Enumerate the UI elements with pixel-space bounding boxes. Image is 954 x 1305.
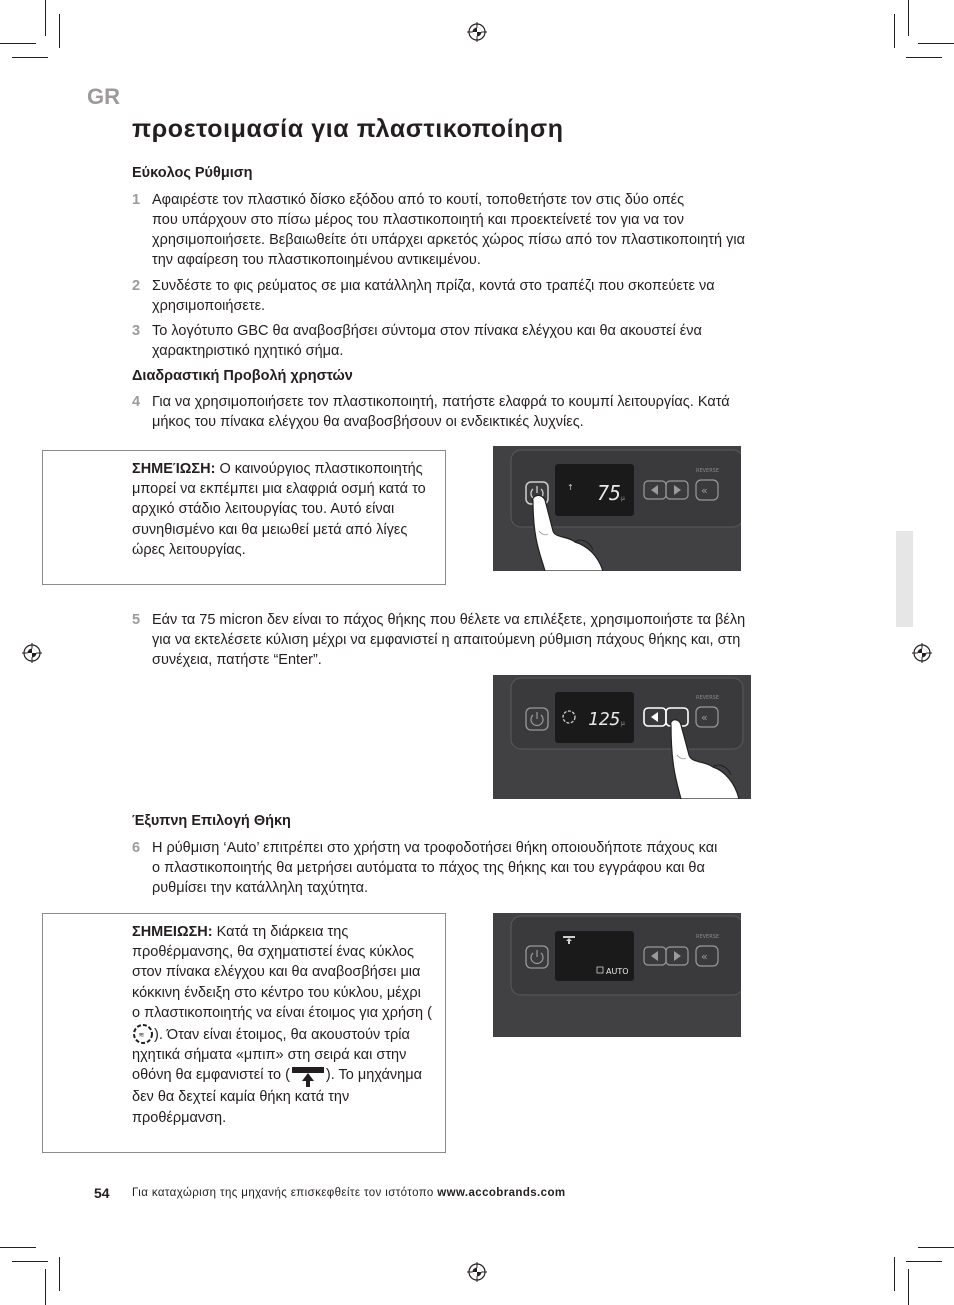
crop-mark <box>0 43 36 44</box>
crop-mark <box>918 1247 954 1248</box>
step-text: Η ρύθμιση ‘Auto’ επιτρέπει στο χρήστη να τροφοδοτήσει θήκη οποιουδήποτε πάχους και ο πλαστικοποιητής θα μετρήσει αυτόματα το πάχος της θήκης και του εγγράφου και θα ρυθμίσει την κατάλληλη ταχύτητα. <box>152 840 718 896</box>
registration-mark-icon <box>467 22 487 42</box>
step-text: Αφαιρέστε τον πλαστικό δίσκο εξόδου από το κουτί, τοποθετήστε τον στις δύο οπές που υπάρχουν στο πίσω μέρος του πλαστικοποιητή και προεκτείνετέ τον για να τον χρησιμοποιήσετε. Βεβαιωθείτε ότι υπάρχει αρκετός χώρος πίσω από τον πλαστικοποιητή για την αφαίρεση του πλαστικοποιημένου αντικειμένου. <box>152 192 745 268</box>
crop-mark <box>908 0 909 36</box>
step-text: Το λογότυπο GBC θα αναβοσβήσει σύντομα στον πίνακα ελέγχου και θα ακουστεί ένα χαρακτηριστικό ηχητικό σήμα. <box>152 323 702 359</box>
svg-text:«: « <box>701 950 708 963</box>
note-label: ΣΗΜΕΊΩΣΗ: <box>132 461 216 477</box>
crop-mark <box>906 1261 942 1262</box>
reverse-label: REVERSE <box>696 468 720 474</box>
registration-mark-icon <box>467 1262 487 1282</box>
crop-mark <box>908 1269 909 1305</box>
crop-mark <box>906 57 942 58</box>
note-body: ). Το μηχάνημα δεν θα δεχτεί καμία θήκη κατά την προθέρμανση. <box>132 1067 422 1126</box>
step-number: 5 <box>132 612 141 628</box>
crop-mark <box>59 14 60 48</box>
svg-text:«: « <box>701 484 708 497</box>
svg-text:«: « <box>701 711 708 724</box>
step-number: 3 <box>132 323 141 339</box>
note-text <box>132 459 432 560</box>
control-panel-illustration <box>493 446 741 571</box>
section-heading-easy-setup: Εύκολος Ρύθμιση <box>132 165 253 181</box>
crop-mark <box>45 1269 46 1305</box>
crop-mark <box>59 1257 60 1291</box>
crop-mark <box>12 1261 48 1262</box>
step-text: Εάν τα 75 micron δεν είναι το πάχος θήκης που θέλετε να επιλέξετε, χρησιμοποιήστε τα βέλη για να εκτελέσετε κύλιση μέχρι να εμφανιστεί η απαιτούμενη ρύθμιση πάχους θήκης και, στη συνέχεια, πατήστε “Enter”. <box>152 612 746 668</box>
registration-mark-icon <box>22 643 42 663</box>
footer-label: Για καταχώριση της μηχανής επισκεφθείτε τον ιστότοπο <box>132 1187 438 1199</box>
control-panel-image <box>493 675 751 799</box>
control-panel-image <box>493 913 741 1037</box>
control-panel-illustration <box>493 913 741 1037</box>
step-number: 2 <box>132 278 141 294</box>
note-body: Κατά τη διάρκεια της προθέρμανσης, θα σχηματιστεί ένας κύκλος στον πίνακα ελέγχου και θα αναβοσβήσει μια κόκκινη ένδειξη στο κέντρο του κύκλου, μέχρι ο πλαστικοποιητής να είναι έτοιμος για χρήση ( <box>132 924 432 1021</box>
heating-icon <box>132 1023 154 1045</box>
step-number: 1 <box>132 192 141 208</box>
note-body: ). Όταν είναι έτοιμος, θα ακουστούν τρία ηχητικά σήματα «μπιπ» στη σειρά και στην οθόνη θα εμφανιστεί το ( <box>132 1027 410 1084</box>
step-5 <box>132 610 822 670</box>
step-text: Συνδέστε το φις ρεύματος σε μια κατάλληλη πρίζα, κοντά στο τραπέζι που σκοπεύετε να χρησιμοποιήσετε. <box>152 278 715 314</box>
display-value: 125 <box>588 709 621 730</box>
step-number: 6 <box>132 840 141 856</box>
footer-url[interactable]: www.accobrands.com <box>437 1187 566 1199</box>
crop-mark <box>894 14 895 48</box>
ready-icon <box>290 1065 326 1087</box>
display-unit: μ <box>621 720 625 727</box>
svg-text:↑: ↑ <box>567 483 574 492</box>
step-2 <box>132 276 822 316</box>
page-number: 54 <box>94 1185 110 1201</box>
note-box <box>42 450 446 585</box>
control-panel-image <box>493 446 741 571</box>
svg-text:≋: ≋ <box>138 1031 145 1040</box>
language-tab <box>896 531 913 627</box>
step-4 <box>132 392 822 432</box>
display-unit: μ <box>621 495 625 502</box>
section-heading-interactive: Διαδραστική Προβολή χρηστών <box>132 368 353 384</box>
step-1 <box>132 190 822 270</box>
control-panel-illustration <box>493 675 751 799</box>
display-value: 75 <box>597 481 622 505</box>
crop-mark <box>918 43 954 44</box>
crop-mark <box>894 1257 895 1291</box>
display-value: AUTO <box>606 967 629 976</box>
footer-text <box>132 1187 566 1199</box>
reverse-label: REVERSE <box>696 934 720 940</box>
step-6 <box>132 838 822 898</box>
page-title: προετοιμασία για πλαστικοποίηση <box>132 115 564 143</box>
note-label: ΣΗΜΕΙΩΣΗ: <box>132 924 213 940</box>
registration-mark-icon <box>912 643 932 663</box>
step-number: 4 <box>132 394 141 410</box>
language-code: GR <box>87 84 120 109</box>
section-heading-smart-pouch: Έξυπνη Επιλογή Θήκη <box>132 813 291 829</box>
note-box <box>42 913 446 1153</box>
note-text <box>132 922 432 1128</box>
crop-mark <box>45 0 46 36</box>
note-body: Ο καινούργιος πλαστικοποιητής μπορεί να εκπέμπει μια ελαφριά οσμή κατά το αρχικό στάδιο λειτουργίας του. Αυτό είναι συνηθισμένο και θα μειωθεί μετά από λίγες ώρες λειτουργίας. <box>132 461 426 558</box>
reverse-label: REVERSE <box>696 695 720 701</box>
step-text: Για να χρησιμοποιήσετε τον πλαστικοποιητή, πατήστε ελαφρά το κουμπί λειτουργίας. Κατά μήκος του πίνακα ελέγχου θα αναβοσβήσουν οι ενδεικτικές λυχνίες. <box>152 394 730 430</box>
step-3 <box>132 321 822 361</box>
crop-mark <box>12 57 48 58</box>
crop-mark <box>0 1247 36 1248</box>
